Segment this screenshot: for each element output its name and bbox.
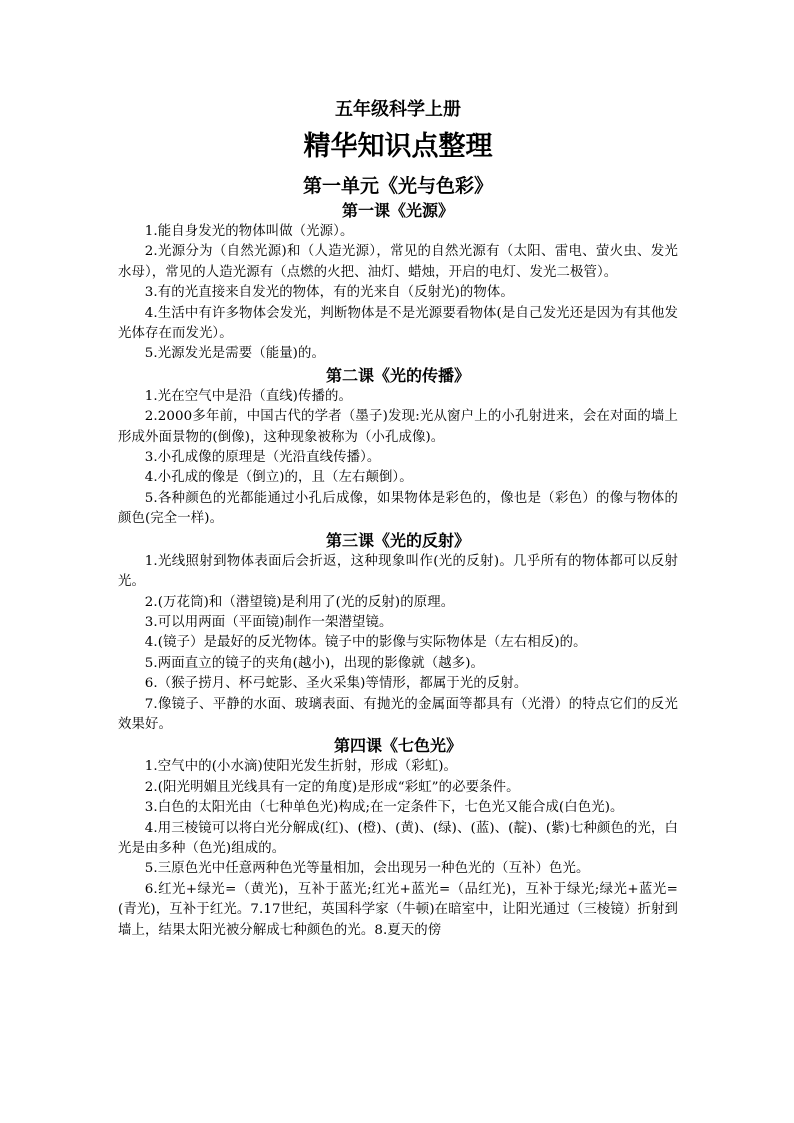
- list-item: 3.小孔成像的原理是（光沿直线传播）。: [144, 450, 381, 466]
- list-item: 5.三原色光中任意两种色光等量相加，会出现另一种色光的（互补）色光。: [144, 861, 590, 877]
- list-item: 4.小孔成的像是（倒立)的，且（左右颠倒）。: [144, 470, 413, 486]
- list-item: 4.用三棱镜可以将白光分解成(红)、(橙)、(黄)、(绿)、(蓝)、(靛)、(紫)七种颜色的光，白光是由多种（色光)组成的。: [118, 820, 678, 856]
- list-item: 6.（猴子捞月、杯弓蛇影、圣火采集)等情形，都属于光的反射。: [144, 676, 528, 692]
- list-item: 4.生活中有许多物体会发光，判断物体是不是光源要看物体(是自己发光还是因为有其他发光体存在而发光）。: [118, 305, 678, 342]
- lesson-title: 第一课《光源》: [341, 201, 454, 220]
- unit-title: 第一单元《光与色彩》: [302, 175, 493, 197]
- list-item: 5.光源发光是需要（能量)的。: [144, 346, 325, 362]
- document-content: [118, 98, 678, 941]
- document-subtitle: 精华知识点整理: [303, 131, 493, 162]
- lesson-title: 第二课《光的传播》: [325, 365, 470, 385]
- list-item: 4.(镜子）是最好的反光物体。镜子中的影像与实际物体是（左右相反)的。: [144, 635, 587, 651]
- list-item: 3.可以用两面（平面镜)制作一架潜望镜。: [144, 614, 393, 630]
- list-item: 3.白色的太阳光由（七种单色光)构成;在一定条件下，七色光又能合成(白色光)。: [144, 800, 624, 816]
- list-item: 5.两面直立的镜子的夹角(越小)，出现的影像就（越多)。: [144, 655, 485, 671]
- list-item: 1.光线照射到物体表面后会折返，这种现象叫作(光的反射)。几乎所有的物体都可以反射光。: [118, 553, 678, 590]
- document-title: 五年级科学上册: [335, 99, 461, 120]
- lesson-section: [118, 365, 678, 530]
- list-item: 6.红光+绿光=（黄光)，互补于蓝光;红光+蓝光=（品红光)，互补于绿光;绿光+蓝光=(青光)，互补于红光。7.17世纪，英国科学家（牛顿)在暗室中，让阳光通过（三棱镜）折射到墙上，结果太阳光被分解成七种颜色的光。8.夏天的傍: [118, 881, 678, 938]
- lesson-title: 第三课《光的反射》: [325, 530, 470, 550]
- list-item: 2.(万花筒)和（潜望镜)是利用了(光的反射)的原理。: [144, 594, 455, 610]
- lesson-section: [118, 530, 678, 736]
- list-item: 1.空气中的(小水滴)使阳光发生折射，形成（彩虹)。: [144, 759, 458, 775]
- list-item: 2.2000多年前，中国古代的学者（墨子)发现:光从窗户上的小孔射进来，会在对面的墙上形成外面景物的(倒像)，这种现象被称为（小孔成像)。: [118, 409, 678, 445]
- list-item: 1.能自身发光的物体叫做（光源）。: [144, 224, 354, 239]
- list-item: 7.像镜子、平静的水面、玻璃表面、有抛光的金属面等都具有（光滑）的特点它们的反光效果好。: [118, 696, 678, 732]
- lesson-title: 第四课《七色光》: [333, 736, 462, 756]
- list-item: 1.光在空气中是沿（直线)传播的。: [144, 388, 352, 404]
- list-item: 2.(阳光明媚且光线具有一定的角度)是形成“彩虹”的必要条件。: [144, 779, 520, 795]
- lesson-section: [118, 200, 678, 365]
- list-item: 2.光源分为（自然光源)和（人造光源），常见的自然光源有（太阳、雷电、萤火虫、发光水母），常见的人造光源有（点燃的火把、油灯、蜡烛，开启的电灯、发光二极管）。: [118, 244, 678, 280]
- list-item: 5.各种颜色的光都能通过小孔后成像，如果物体是彩色的，像也是（彩色）的像与物体的颜色(完全一样)。: [118, 490, 678, 527]
- list-item: 3.有的光直接来自发光的物体，有的光来自（反射光)的物体。: [144, 285, 514, 301]
- lesson-section: [118, 735, 678, 941]
